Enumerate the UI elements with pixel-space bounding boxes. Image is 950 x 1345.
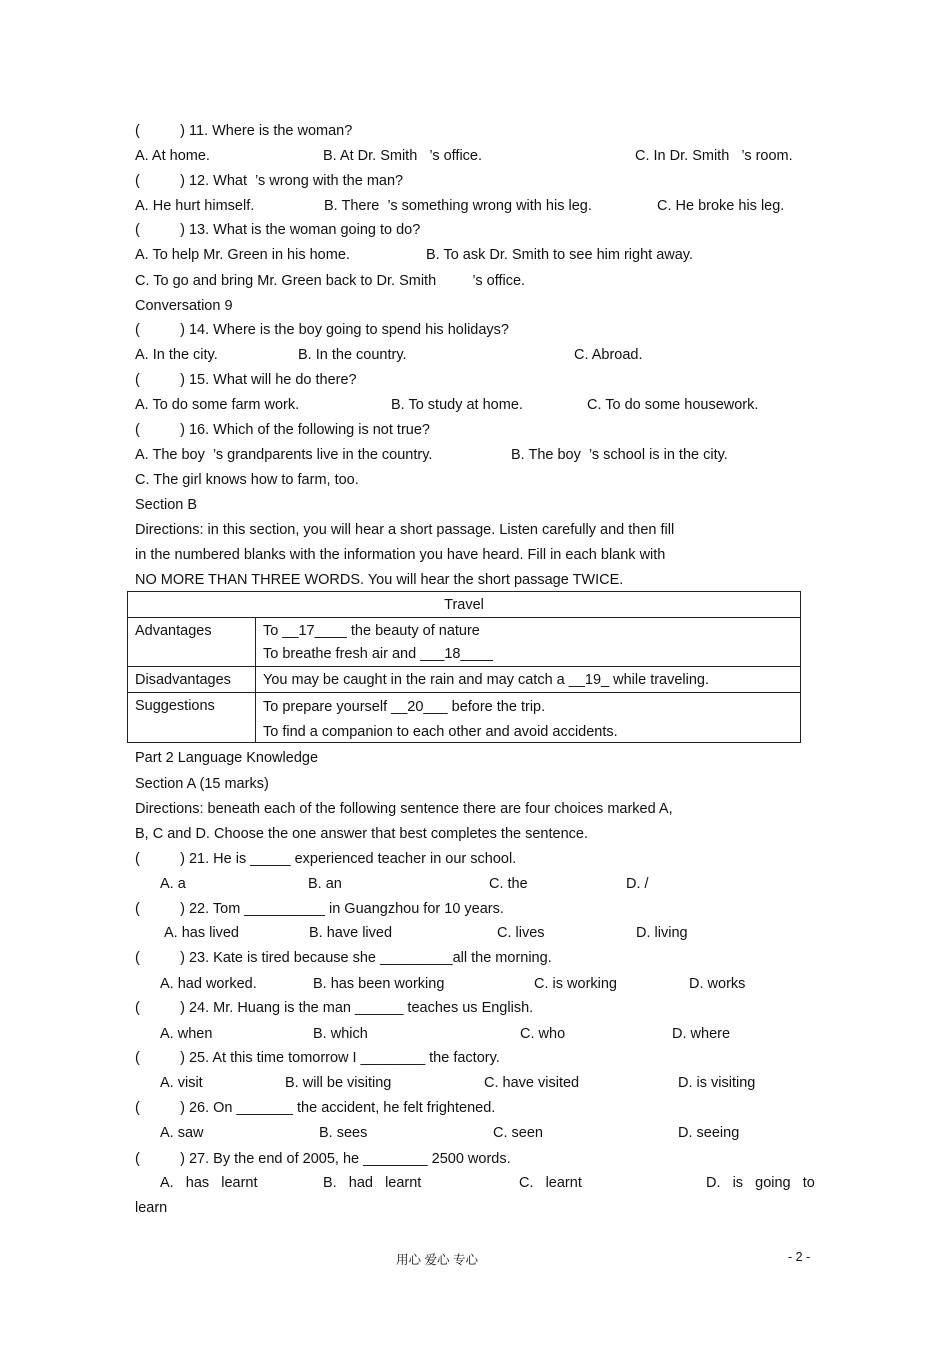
text-line: NO MORE THAN THREE WORDS. You will hear the short passage TWICE.	[135, 572, 624, 588]
text-line: C. the	[489, 876, 528, 892]
text-line: D. where	[672, 1026, 731, 1042]
row-cell: To breathe fresh air and ___18____	[263, 646, 493, 662]
text-line: B. will be visiting	[285, 1075, 392, 1091]
text-line: ( ) 27. By the end of 2005, he ________ 2500 words.	[135, 1151, 511, 1167]
text-line: B. There ’s something wrong with his leg.	[324, 198, 592, 214]
text-line: C. is working	[534, 976, 617, 992]
text-line: A. To help Mr. Green in his home.	[135, 247, 350, 263]
row-label: Suggestions	[128, 693, 256, 743]
text-line: B. had learnt	[323, 1175, 422, 1191]
text-line: A. had worked.	[160, 976, 257, 992]
text-line: ( ) 21. He is _____ experienced teacher in our school.	[135, 851, 517, 867]
text-line: A. saw	[160, 1125, 204, 1141]
text-line: C. The girl knows how to farm, too.	[135, 472, 359, 488]
text-line: C. Abroad.	[574, 347, 643, 363]
text-line: B. which	[313, 1026, 368, 1042]
text-line: Directions: in this section, you will hear a short passage. Listen carefully and then fill	[135, 522, 675, 538]
text-line: A. has learnt	[160, 1175, 258, 1191]
text-line: B. At Dr. Smith ’s office.	[323, 148, 483, 164]
row-label: Advantages	[128, 618, 256, 666]
text-line: Conversation 9	[135, 298, 233, 314]
text-line: B. an	[308, 876, 342, 892]
row-cell: To find a companion to each other and avoid accidents.	[263, 724, 618, 740]
text-line: D. is visiting	[678, 1075, 756, 1091]
text-line: ( ) 11. Where is the woman?	[135, 123, 353, 139]
table-row-suggestions	[128, 693, 800, 743]
text-line: B. sees	[319, 1125, 368, 1141]
text-line: D. works	[689, 976, 746, 992]
text-line: Directions: beneath each of the following sentence there are four choices marked A,	[135, 801, 673, 817]
text-line: B. The boy ’s school is in the city.	[511, 447, 728, 463]
travel-table	[127, 591, 801, 743]
text-line: C. have visited	[484, 1075, 580, 1091]
text-line: A. The boy ’s grandparents live in the country.	[135, 447, 433, 463]
text-line: ( ) 26. On _______ the accident, he felt frightened.	[135, 1100, 496, 1116]
text-line: D. living	[636, 925, 688, 941]
text-line: in the numbered blanks with the information you have heard. Fill in each blank with	[135, 547, 666, 563]
text-line: A. At home.	[135, 148, 210, 164]
text-line: A. a	[160, 876, 186, 892]
text-line: C. In Dr. Smith ’s room.	[635, 148, 793, 164]
text-line: B. have lived	[309, 925, 393, 941]
text-line: C. lives	[497, 925, 545, 941]
text-line: ( ) 16. Which of the following is not true?	[135, 422, 430, 438]
text-line: A. To do some farm work.	[135, 397, 300, 413]
text-line: A. In the city.	[135, 347, 218, 363]
table-row-disadvantages	[128, 667, 800, 693]
text-line: A. visit	[160, 1075, 203, 1091]
text-line: C. To do some housework.	[587, 397, 759, 413]
text-line: A. when	[160, 1026, 213, 1042]
text-line: C. who	[520, 1026, 566, 1042]
row-label: Disadvantages	[128, 667, 256, 692]
text-line: C. He broke his leg.	[657, 198, 785, 214]
table-row-advantages	[128, 618, 800, 667]
row-cell: To prepare yourself __20___ before the trip.	[263, 699, 546, 715]
text-line: D. is going to	[706, 1175, 815, 1191]
table-title: Travel	[128, 592, 800, 618]
text-line: C. To go and bring Mr. Green back to Dr. Smith ’s office.	[135, 273, 526, 289]
text-line: A. He hurt himself.	[135, 198, 255, 214]
text-line: B, C and D. Choose the one answer that best completes the sentence.	[135, 826, 588, 842]
page-number: - 2 -	[788, 1250, 811, 1264]
text-line: A. has lived	[164, 925, 239, 941]
text-line: ( ) 25. At this time tomorrow I ________ the factory.	[135, 1050, 500, 1066]
text-line: ( ) 24. Mr. Huang is the man ______ teaches us English.	[135, 1000, 534, 1016]
text-line: B. To ask Dr. Smith to see him right away.	[426, 247, 694, 263]
row-cell: To __17____ the beauty of nature	[263, 623, 480, 639]
text-line: D. /	[626, 876, 649, 892]
text-line: ( ) 22. Tom __________ in Guangzhou for 10 years.	[135, 901, 504, 917]
text-line: ( ) 12. What ’s wrong with the man?	[135, 173, 404, 189]
text-line: D. seeing	[678, 1125, 740, 1141]
text-line: Section B	[135, 497, 198, 513]
text-line: ( ) 14. Where is the boy going to spend his holidays?	[135, 322, 509, 338]
text-line: B. In the country.	[298, 347, 407, 363]
text-line: Section A (15 marks)	[135, 776, 269, 792]
row-cell: You may be caught in the rain and may catch a __19_ while traveling.	[263, 672, 710, 688]
text-line: learn	[135, 1200, 168, 1216]
text-line: Part 2 Language Knowledge	[135, 750, 319, 766]
text-line: C. learnt	[519, 1175, 582, 1191]
text-line: ( ) 15. What will he do there?	[135, 372, 357, 388]
text-line: ( ) 13. What is the woman going to do?	[135, 222, 421, 238]
text-line: ( ) 23. Kate is tired because she _________all the morning.	[135, 950, 552, 966]
text-line: C. seen	[493, 1125, 543, 1141]
text-line: B. To study at home.	[391, 397, 523, 413]
footer-motto: 用心 爱心 专心	[396, 1253, 478, 1267]
text-line: B. has been working	[313, 976, 445, 992]
